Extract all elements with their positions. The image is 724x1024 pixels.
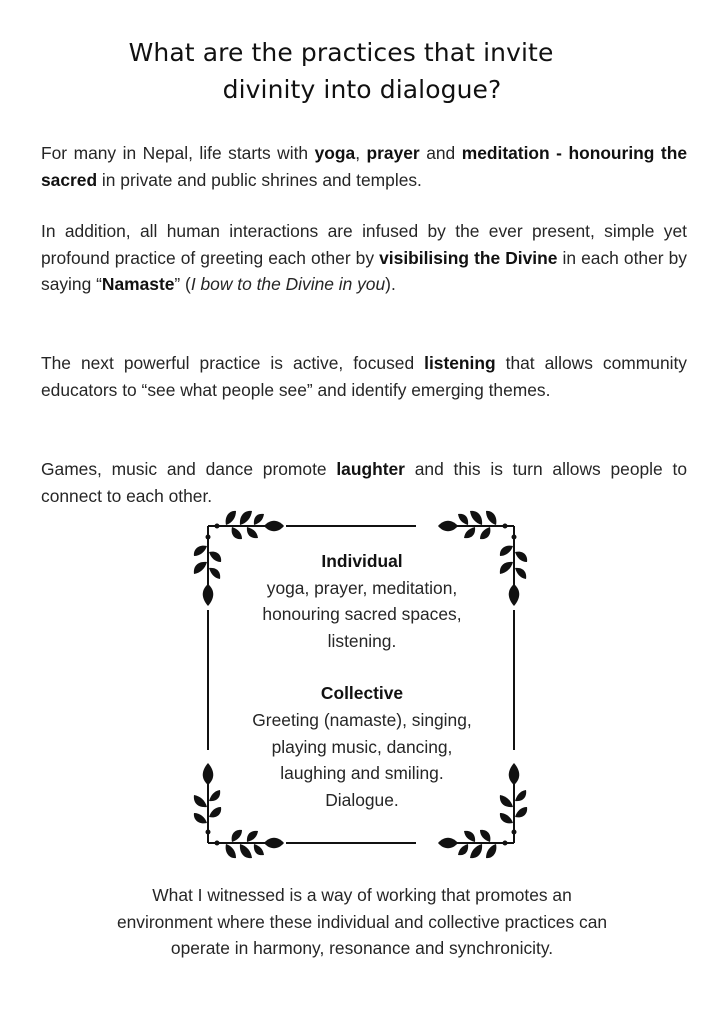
paragraph-laughter — [41, 456, 687, 509]
p4-text-1: Games, music and dance promote — [41, 459, 337, 479]
title-line-2: divinity into dialogue? — [222, 75, 502, 104]
paragraph-namaste — [41, 218, 687, 298]
p2-text-2: in each other by saying “ — [41, 247, 687, 295]
p1-text-3: and — [419, 143, 462, 163]
collective-heading: Collective — [320, 683, 404, 704]
closing-paragraph — [30, 882, 694, 962]
p1-bold-prayer: prayer — [366, 143, 420, 163]
section-gap — [190, 654, 534, 680]
practices-box — [190, 548, 534, 813]
title-line-1: What are the practices that invite — [128, 38, 554, 67]
p4-text-2: and this is turn allows people to connect to each other. — [41, 459, 687, 506]
individual-line: yoga, prayer, meditation, — [266, 577, 458, 598]
p2-italic-translation: I bow to the Divine in you — [190, 274, 386, 295]
paragraph-morning-practices — [41, 140, 687, 193]
p2-text-1: In addition, all human interactions are infused by the ever present, simple yet profound practice of greeting each other by — [41, 221, 687, 268]
closing-line: What I witnessed is a way of working that promotes an — [152, 885, 572, 905]
p2-bold-namaste: Namaste — [101, 274, 175, 295]
p2-bold-visibilising: visibilising the Divine — [379, 247, 558, 268]
individual-heading: Individual — [321, 551, 403, 571]
page-title — [0, 34, 724, 108]
paragraph-listening — [41, 350, 687, 403]
p1-bold-yoga: yoga — [314, 143, 356, 163]
collective-line: Greeting (namaste), singing, — [252, 709, 472, 730]
p1-text-1: For many in Nepal, life starts with — [41, 143, 315, 163]
closing-line: operate in harmony, resonance and synchronicity. — [170, 938, 554, 959]
p3-bold-listening: listening — [424, 353, 496, 373]
individual-line: honouring sacred spaces, — [262, 604, 462, 625]
p3-text-1: The next powerful practice is active, focused — [41, 353, 425, 373]
p3-text-2: that allows community educators to “see what people see” and identify emerging themes. — [41, 353, 688, 400]
individual-line: listening. — [327, 630, 397, 651]
collective-line: playing music, dancing, — [271, 736, 453, 757]
p4-bold-laughter: laughter — [336, 459, 405, 479]
p1-bold-meditation: meditation - honouring the sacred — [41, 143, 687, 190]
collective-line: laughing and smiling. — [280, 763, 444, 784]
collective-line: Dialogue. — [325, 789, 399, 810]
closing-line: environment where these individual and collective practices can — [116, 911, 608, 932]
p1-text-4: in private and public shrines and temples. — [97, 169, 422, 190]
p2-text-4: ). — [385, 274, 396, 295]
p2-text-3: ” ( — [174, 274, 191, 295]
p1-text-2: , — [355, 143, 367, 163]
